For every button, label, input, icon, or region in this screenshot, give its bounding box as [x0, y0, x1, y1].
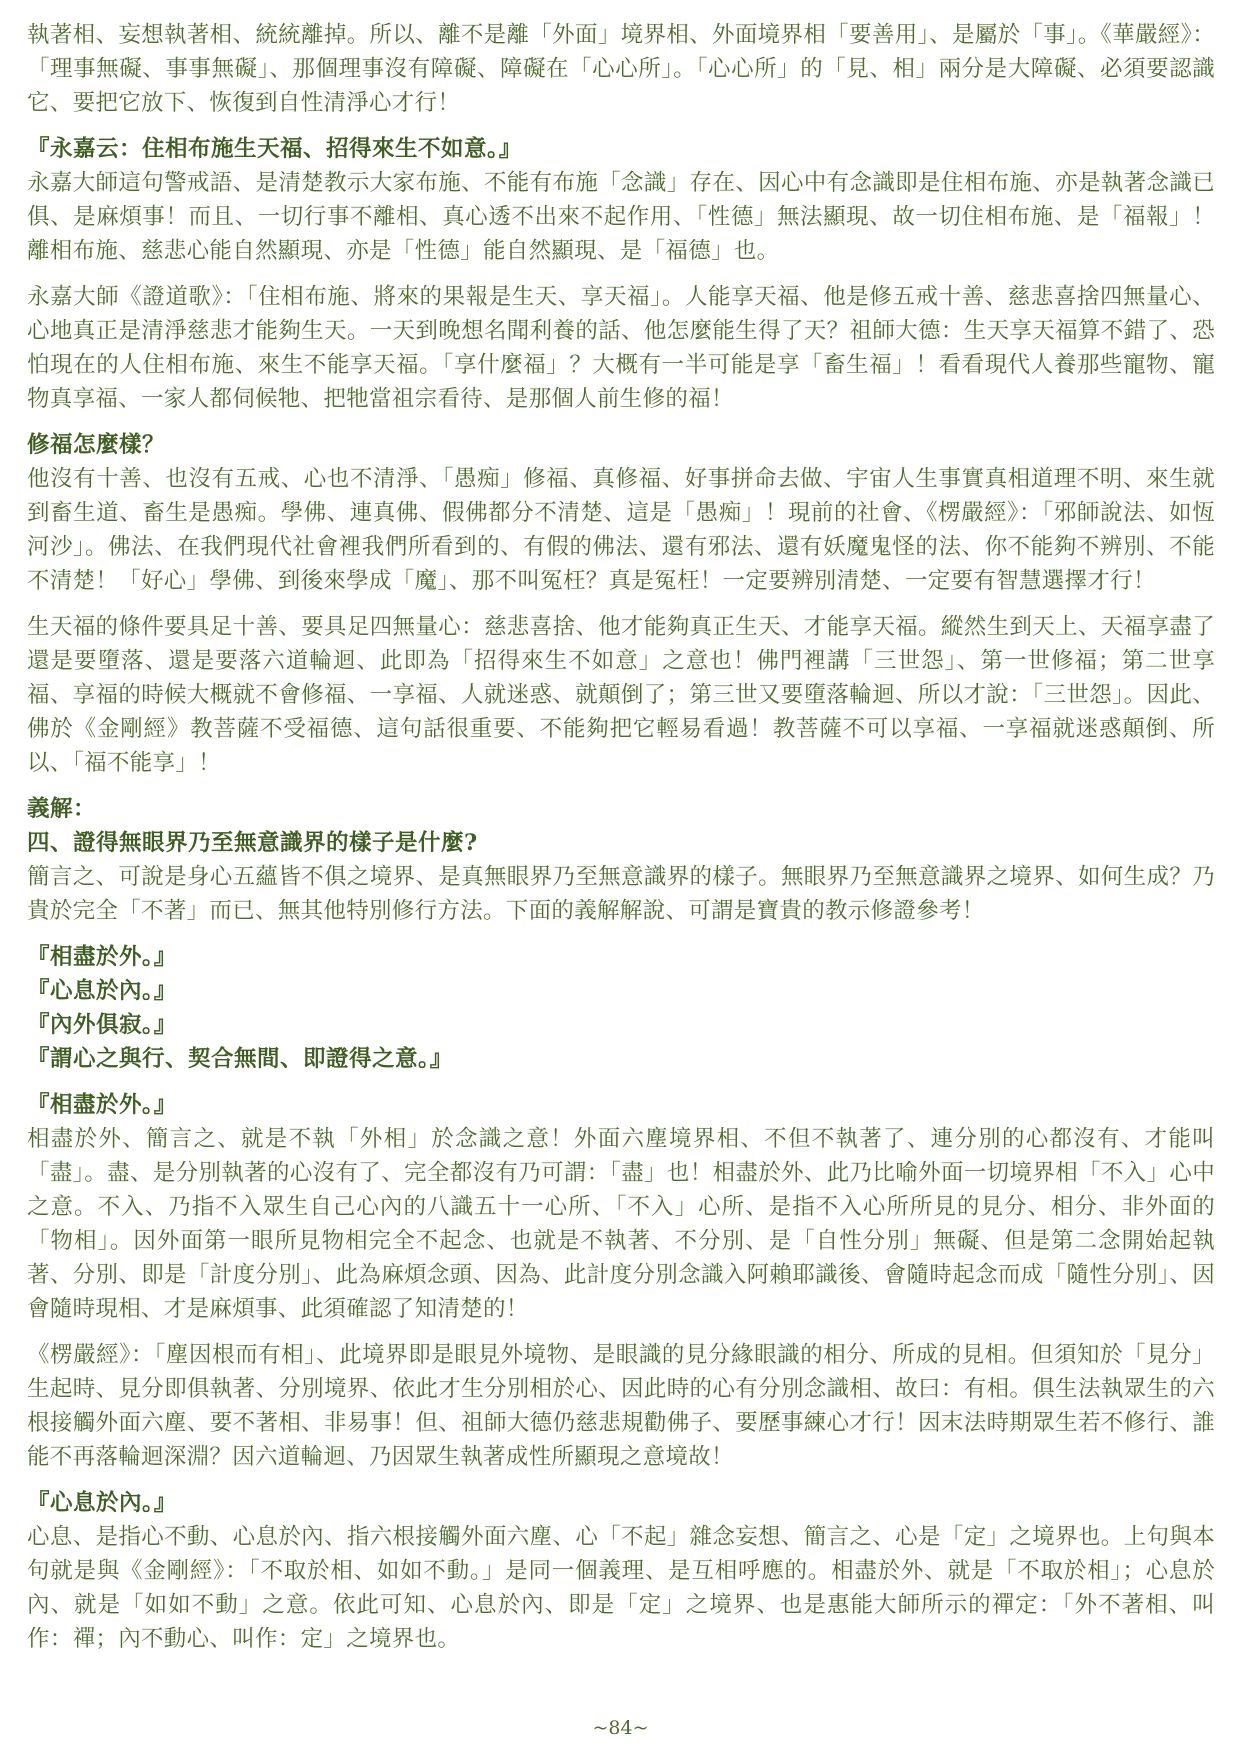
section-heading: 義解： [27, 796, 97, 822]
paragraph: 永嘉大師這句警戒語、是清楚教示大家布施、不能有布施「念識」存在、因心中有念識即是住相布施、亦是執著念識已俱、是麻煩事！而且、一切行事不離相、真心透不出來不起作用、「性德」無法顯現、故一切住相布施、是「福報」！離相布施、慈悲心能自然顯現、亦是「性德」能自然顯現、是「福德」也。 [27, 170, 1215, 264]
paragraph: 生天福的條件要具足十善、要具足四無量心：慈悲喜捨、他才能夠真正生天、才能享天福。縱然生到天上、天福享盡了還是要墮落、還是要落六道輪迴、此即為「招得來生不如意」之意也！佛門裡講「三世怨」、第一世修福；第二世享福、享福的時候大概就不會修福、一享福、人就迷惑、就顛倒了；第三世又要墮落輪迴、所以才說：「三世怨」。因此、佛於《金剛經》教菩薩不受福德、這句話很重要、不能夠把它輕易看過！教菩薩不可以享福、一享福就迷惑顛倒、所以、「福不能享」！ [27, 614, 1215, 776]
quote-heading: 『相盡於外。』 [27, 944, 177, 970]
paragraph: 他沒有十善、也沒有五戒、心也不清淨、「愚痴」修福、真修福、好事拼命去做、宇宙人生事實真相道理不明、來生就到畜生道、畜生是愚痴。學佛、連真佛、假佛都分不清楚、這是「愚痴」！現前的社會、《楞嚴經》：「邪師說法、如恆河沙」。佛法、在我們現代社會裡我們所看到的、有假的佛法、還有邪法、還有妖魔鬼怪的法、你不能夠不辨別、不能不清楚！「好心」學佛、到後來學成「魔」、那不叫冤枉？真是冤枉！一定要辨別清楚、一定要有智慧選擇才行！ [27, 466, 1215, 594]
paragraph: 心息、是指心不動、心息於內、指六根接觸外面六塵、心「不起」雜念妄想、簡言之、心是「定」之境界也。上句與本句就是與《金剛經》：「不取於相、如如不動。」是同一個義理、是互相呼應的。相盡於外、就是「不取於相」；心息於內、就是「如如不動」之意。依此可知、心息於內、即是「定」之境界、也是惠能大師所示的禪定：「外不著相、叫作：禪；內不動心、叫作：定」之境界也。 [27, 1524, 1215, 1652]
quote-heading: 『相盡於外。』 [27, 1092, 177, 1118]
paragraph: 相盡於外、簡言之、就是不執「外相」於念識之意！外面六塵境界相、不但不執著了、連分別的心都沒有、才能叫「盡」。盡、是分別執著的心沒有了、完全都沒有乃可謂：「盡」也！相盡於外、此乃比喻外面一切境界相「不入」心中之意。不入、乃指不入眾生自己心內的八識五十一心所、「不入」心所、是指不入心所所見的見分、相分、非外面的「物相」。因外面第一眼所見物相完全不起念、也就是不執著、不分別、是「自性分別」無礙、但是第二念開始起執著、分別、即是「計度分別」、此為麻煩念頭、因為、此計度分別念識入阿賴耶識後、會隨時起念而成「隨性分別」、因會隨時現相、才是麻煩事、此須確認了知清楚的！ [27, 1126, 1215, 1322]
page-number: ~84~ [592, 1717, 649, 1739]
paragraph: 簡言之、可說是身心五蘊皆不俱之境界、是真無眼界乃至無意識界的樣子。無眼界乃至無意識界之境界、如何生成？乃貴於完全「不著」而已、無其他特別修行方法。下面的義解解說、可謂是寶貴的教示修證參考！ [27, 864, 1215, 924]
paragraph: 《楞嚴經》：「塵因根而有相」、此境界即是眼見外境物、是眼識的見分緣眼識的相分、所成的見相。但須知於「見分」生起時、見分即俱執著、分別境界、依此才生分別相於心、因此時的心有分別念識相、故曰：有相。俱生法執眾生的六根接觸外面六塵、要不著相、非易事！但、祖師大德仍慈悲規勸佛子、要歷事練心才行！因末法時期眾生若不修行、誰能不再落輪迴深淵？因六道輪迴、乃因眾生執著成性所顯現之意境故！ [27, 1342, 1215, 1470]
section-heading: 『永嘉云：住相布施生天福、招得來生不如意。』 [27, 136, 522, 162]
quote-heading: 『心息於內。』 [27, 1490, 177, 1516]
paragraph: 永嘉大師《證道歌》：「住相布施、將來的果報是生天、享天福」。人能享天福、他是修五戒十善、慈悲喜捨四無量心、心地真正是清淨慈悲才能夠生天。一天到晚想名聞利養的話、他怎麼能生得了天？祖師大德：生天享天福算不錯了、恐怕現在的人住相布施、來生不能享天福。「享什麼福」？大概有一半可能是享「畜生福」！看看現代人養那些寵物、寵物真享福、一家人都伺候牠、把牠當祖宗看待、是那個人前生修的福！ [27, 284, 1215, 412]
section-heading: 四、證得無眼界乃至無意識界的樣子是什麼? [27, 830, 478, 856]
document-body [27, 18, 1215, 1656]
paragraph: 執著相、妄想執著相、統統離掉。所以、離不是離「外面」境界相、外面境界相「要善用」、是屬於「事」。《華嚴經》：「理事無礙、事事無礙」、那個理事沒有障礙、障礙在「心心所」。「心心所」的「見、相」兩分是大障礙、必須要認識它、要把它放下、恢復到自性清淨心才行！ [27, 22, 1215, 116]
quote-heading: 『心息於內。』 [27, 978, 177, 1004]
quote-heading: 『謂心之與行、契合無間、即證得之意。』 [27, 1046, 453, 1072]
section-heading: 修福怎麼樣？ [27, 432, 166, 458]
quote-heading: 『內外俱寂。』 [27, 1012, 177, 1038]
